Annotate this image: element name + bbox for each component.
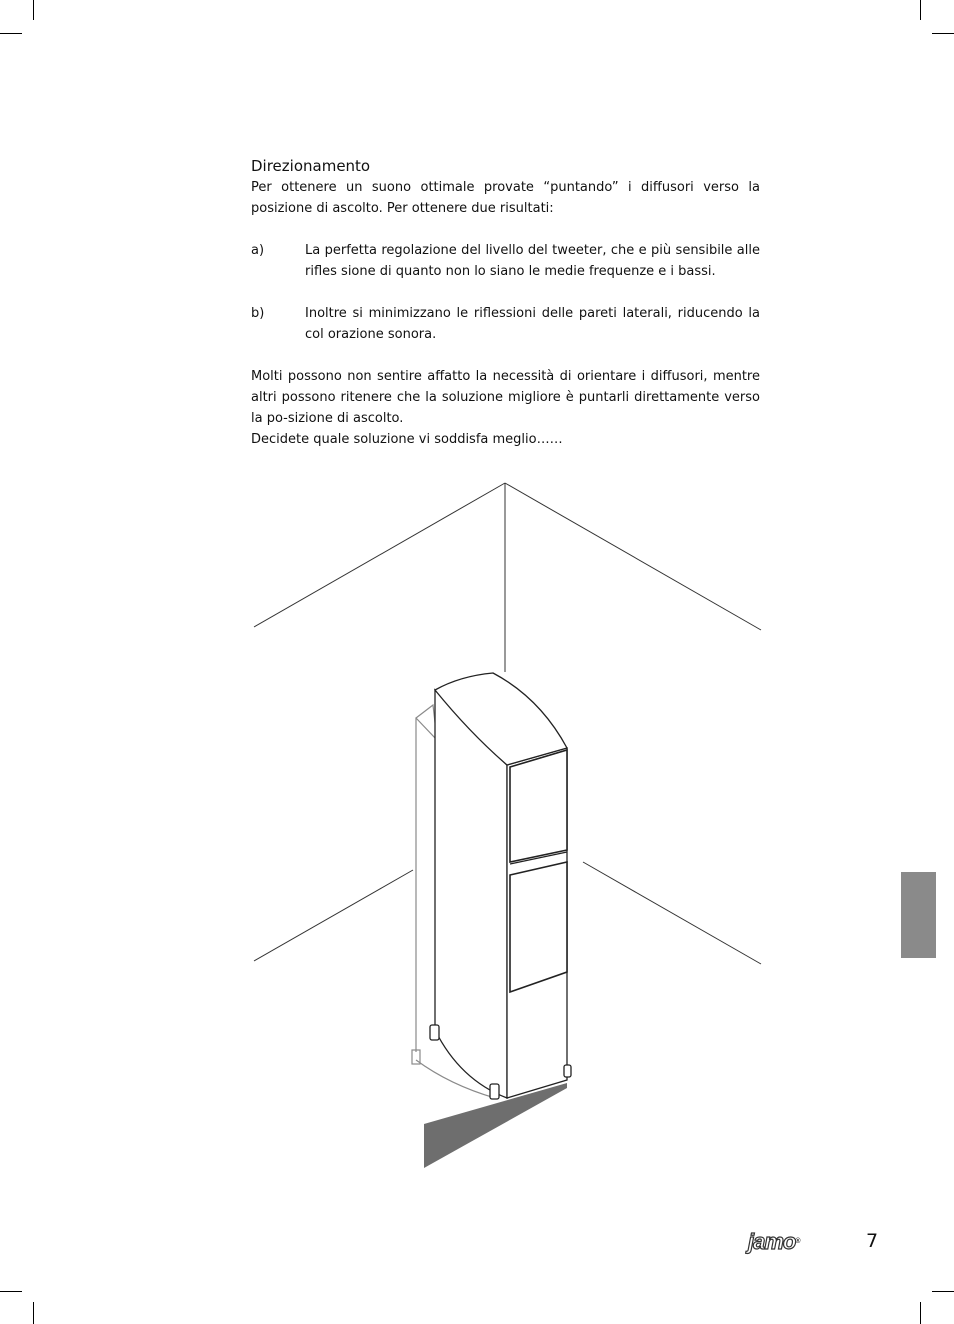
floor-left-line	[254, 870, 413, 961]
wall-top-left-line	[254, 483, 505, 627]
registered-mark: ®	[795, 1238, 800, 1245]
list-marker: a)	[251, 243, 265, 258]
speaker-cabinet	[430, 673, 571, 1099]
wall-top-right-line	[505, 483, 761, 630]
logo-text: jamo	[748, 1229, 796, 1254]
page-number: 7	[866, 1230, 879, 1252]
list-text: Inoltre si minimizzano le riflessioni delle pareti laterali, riducendo la col orazione sonora.	[305, 306, 760, 342]
intro-paragraph: Per ottenere un suono ottimale provate “puntando” i diffusori verso la posizione di ascolto. Per ottenere due risultati:	[251, 180, 760, 216]
closing-paragraph: Molti possono non sentire affatto la necessità di orientare i diffusori, mentre altri possono ritenere che la soluzione migliore è puntarli direttamente verso la po-sizione di ascolto.	[251, 369, 760, 426]
list-text: La perfetta regolazione del livello del tweeter, che e più sensibile alle rifles sione di quanto non lo siano le medie frequenze e i bassi.	[305, 243, 760, 279]
list-marker: b)	[251, 306, 265, 321]
jamo-logo	[748, 1231, 828, 1253]
floor-right-line	[583, 862, 761, 964]
section-tab	[901, 872, 936, 958]
section-heading: Direzionamento	[251, 157, 371, 175]
final-line: Decidete quale soluzione vi soddisfa meglio……	[251, 432, 563, 447]
